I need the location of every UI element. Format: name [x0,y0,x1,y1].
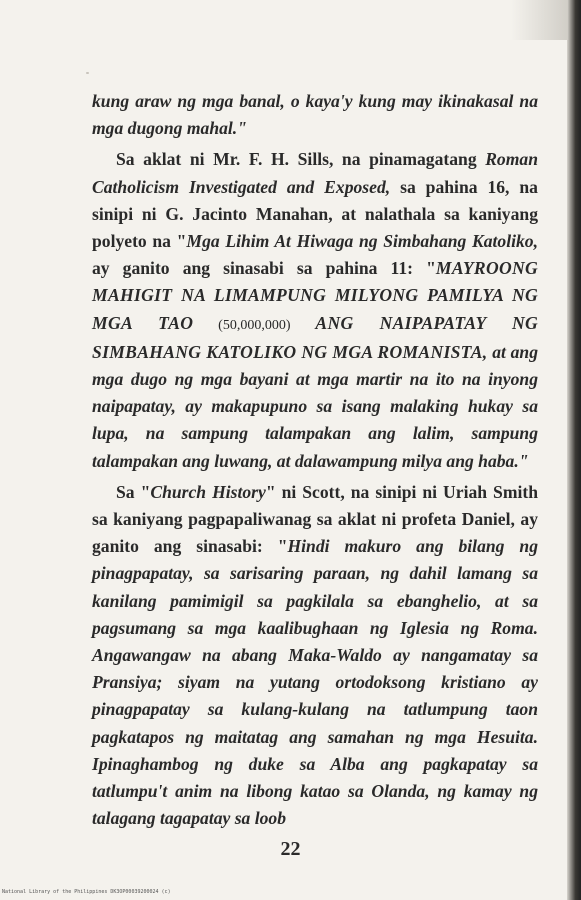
quote-caps: MAYROONG MAHIGIT NA LIMAMPUNG MILYONG PAMILYA NG MGA TAO [92,258,538,333]
quote-number: (50,000,000) [193,317,316,333]
text-span: kung araw ng mga banal, o kaya'y kung may ikinakasal na mga dugong mahal." [92,91,538,139]
text-span: Sa " [116,481,151,502]
book-title: Church History [150,481,266,502]
paragraph [92,479,538,833]
footer-credit: National Library of the Philippines DK3OP00039200024 (c) [2,889,171,895]
paper-speck [86,72,89,74]
text-span: Sa aklat ni Mr. F. H. Sills, na pinamagatang [116,149,486,170]
quote-italic: Hindi makuro ang bilang ng pinagpapatay, sa sarisaring paraan, ng dahil lamang sa kanilang pamimigil sa pagkilala sa ebanghelio, at sa pagsumang sa mga kaalibughaan ng Iglesia ng Roma. Angawangaw na abang Maka-Waldo ay nangamatay sa Pransiya; siyam na yutang ortodoksong kristiano ay pinagpapatay sa kulang-kulang na tatlumpung taon pagkatapos ng maitatag ang samahan ng mga Hesuita. Ipinaghambog ng duke sa Alba ang pagkapatay sa tatlumpu't anim na libong katao sa Olanda, ng kamay ng talagang tagapatay sa loob [92,536,538,829]
paragraph [92,146,538,474]
text-span: " ni Scott, na sinipi ni Uriah Smith sa kaniyang pagpapaliwanag sa aklat ni profeta Daniel, ay ganito ang sinasabi: " [92,481,539,557]
body-text [92,88,538,832]
quote-caps: ANG NAIPAPATAY NG SIMBAHANG KATOLIKO NG MGA ROMANISTA, [92,312,538,362]
page-edge-shadow-top [511,0,571,40]
quote-italic: at ang mga dugo ng mga bayani at mga martir na ito na inyong naipapatay, ay makapupuno sa isang malaking hukay sa lupa, na sampung talampakan ang lalim, sampung talampakan ang luwang, at dalawampung milya ang haba." [92,341,538,471]
text-span: ay ganito ang sinasabi sa pahina 11: " [92,258,436,279]
text-span: sa pahina 16, na sinipi ni G. Jacinto Manahan, at nalathala sa kaniyang polyeto na " [92,176,538,252]
page-edge-shadow [567,0,581,900]
page-number: 22 [280,838,301,860]
pamphlet-title: Mga Lihim At Hiwaga ng Simbahang Katoliko, [186,231,538,252]
book-title: Roman Catholicism Investigated and Exposed, [92,149,538,197]
paragraph [92,88,538,142]
